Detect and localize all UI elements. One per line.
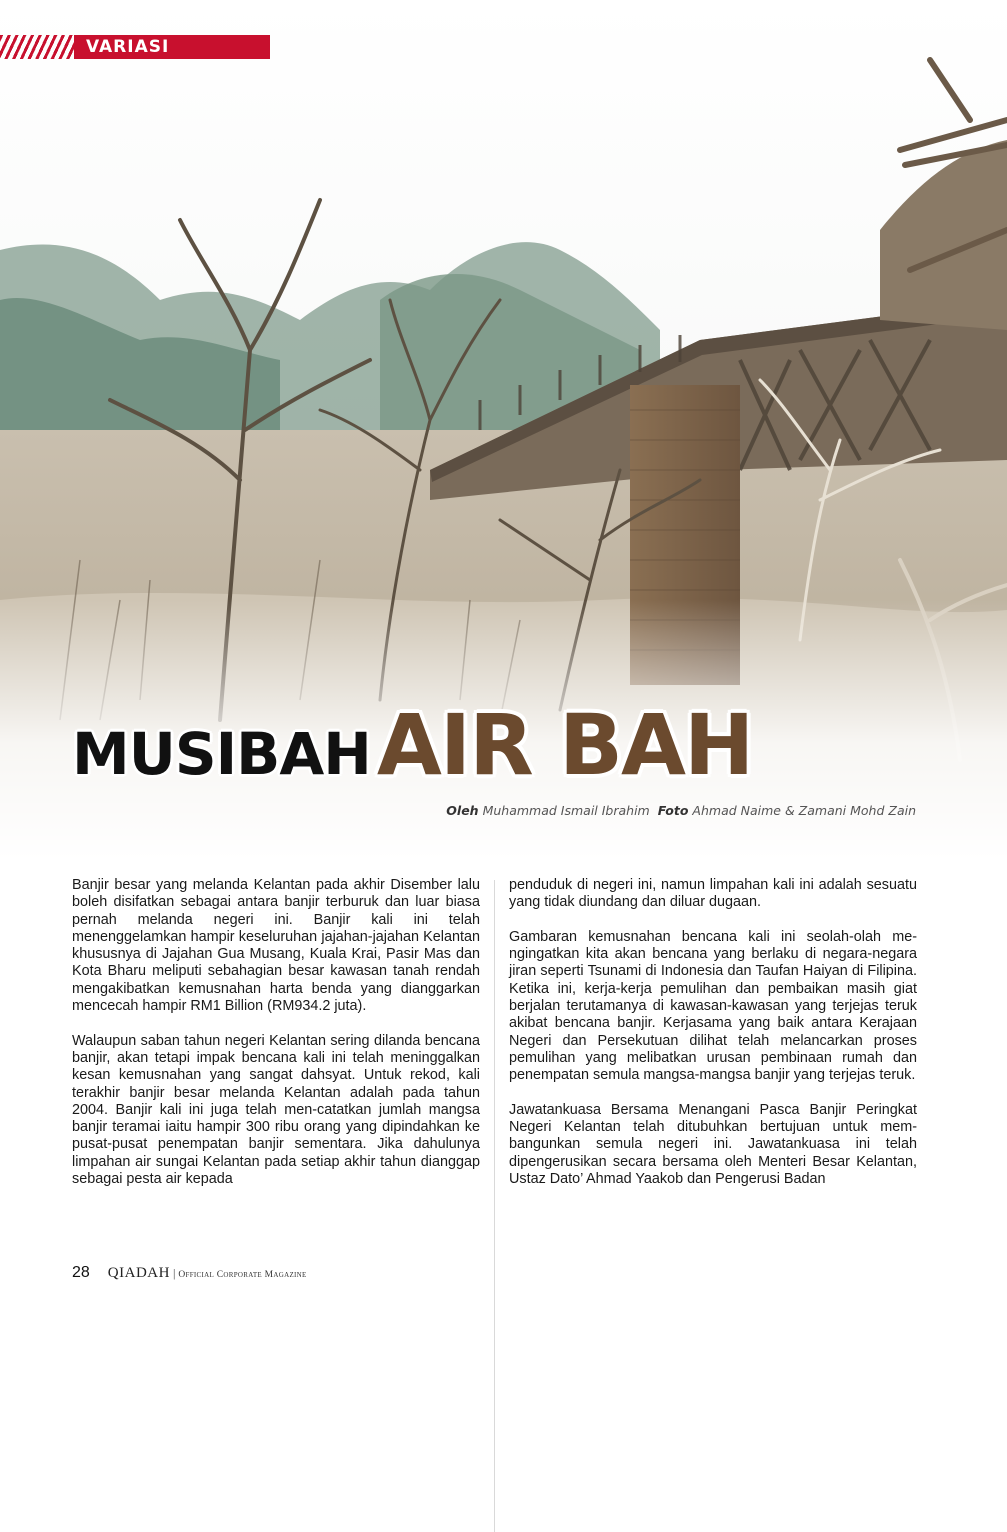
- headline-word-2: AIR BAH: [376, 696, 753, 794]
- body-column-left: [72, 877, 480, 1206]
- section-tag-stripes: [0, 35, 74, 59]
- headline-word-1: MUSIBAH: [72, 720, 371, 788]
- page-number: 28: [72, 1264, 90, 1281]
- footer-separator: |: [172, 1266, 176, 1280]
- paragraph: Gambaran kemusnahan bencana kali ini seolah-olah me-ngingatkan kita akan bencana yang berlaku di negara-negara jiran seperti Tsunami di Indonesia dan Taufan Haiyan di Filipina. Ketika ini, kerja-kerja pemulihan dan pembaikan masih giat berjalan terutamanya di kawasan-kawasan yang terjejas teruk akibat bencana banjir. Kerjasama yang baik antara Kerajaan Negeri dan Persekutuan dilihat telah melancarkan proses pemulihan yang melibatkan urusan pembinaan rumah dan penempatan semula mangsa-mangsa banjir yang terjejas teruk.: [509, 928, 917, 1084]
- section-tag: [0, 35, 270, 59]
- paragraph: Walaupun saban tahun negeri Kelantan sering dilanda bencana banjir, akan tetapi impak bencana kali ini telah meninggalkan kesan kemusnahan yang sangat dahsyat. Untuk rekod, kali terakhir banjir besar melanda Kelantan adalah pada tahun 2004. Banjir kali ini juga telah men-catatkan jumlah mangsa banjir teramai iaitu hampir 300 ribu orang yang dipindahkan ke pusat-pusat penempatan banjir sementara. Jika dahulunya limpahan air sungai Kelantan pada setiap akhir tahun dianggap sebagai pesta air kepada: [72, 1032, 480, 1188]
- article-headline: [72, 696, 753, 794]
- page-footer: [72, 1264, 307, 1282]
- paragraph: penduduk di negeri ini, namun limpahan kali ini adalah sesuatu yang tidak diundang dan diluar dugaan.: [509, 877, 917, 911]
- article-credits: [446, 803, 916, 818]
- magazine-name: QIADAH: [107, 1265, 170, 1281]
- photographer-names: Ahmad Naime & Zamani Mohd Zain: [692, 803, 916, 818]
- author-name: Muhammad Ismail Ibrahim: [482, 803, 650, 818]
- magazine-tagline: Official Corporate Magazine: [178, 1270, 307, 1280]
- paragraph: Jawatankuasa Bersama Menangani Pasca Banjir Peringkat Negeri Kelantan telah ditubuhkan bertujuan untuk mem-bangunkan semula negeri ini. Jawatankuasa ini telah dipengerusikan secara bersama oleh Menteri Besar Kelantan, Ustaz Dato’ Ahmad Yaakob dan Pengerusi Badan: [509, 1101, 917, 1188]
- column-divider: [494, 880, 495, 1532]
- body-column-right: [509, 877, 917, 1206]
- section-label: VARIASI: [74, 35, 270, 59]
- photo-label: Foto: [657, 803, 689, 818]
- paragraph: Banjir besar yang melanda Kelantan pada akhir Disember lalu boleh disifatkan sebagai antara banjir terburuk dan luar biasa pernah melanda negeri ini. Banjir kali ini telah menenggelamkan hampir keseluruhan jajahan-jajahan Kelantan khususnya di Jajahan Gua Musang, Kuala Krai, Pasir Mas dan Kota Bharu meliputi sebahagian besar kawasan tanah rendah mengakibatkan kemusnahan harta benda yang dianggarkan mencecah hampir RM1 Billion (RM934.2 juta).: [72, 877, 480, 1015]
- author-label: Oleh: [446, 803, 479, 818]
